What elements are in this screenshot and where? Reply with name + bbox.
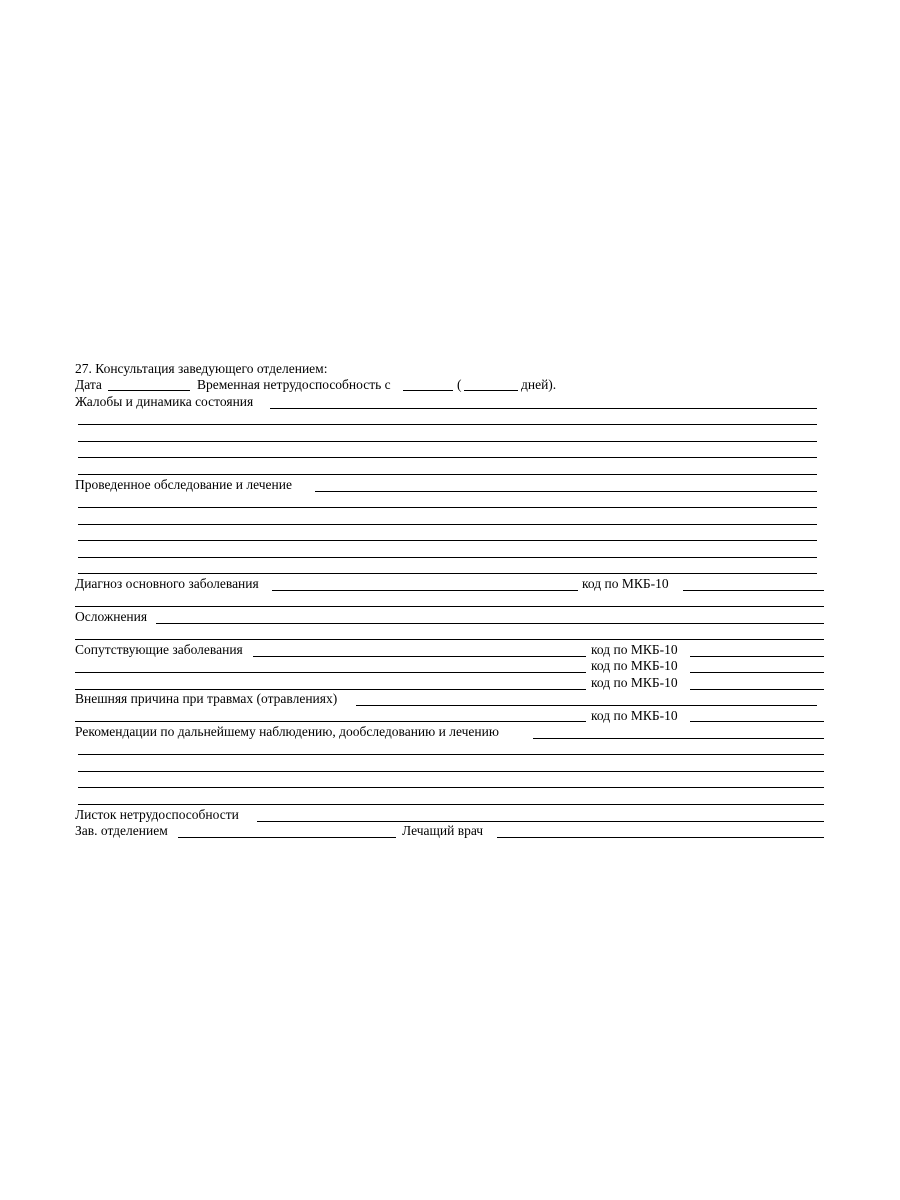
exam-line[interactable] [78, 557, 817, 558]
disability-days-field[interactable] [464, 390, 518, 391]
recommendations-line[interactable] [78, 754, 824, 755]
icd-label: код по МКБ-10 [591, 675, 678, 690]
exam-line[interactable] [78, 507, 817, 508]
complications-field[interactable] [156, 623, 824, 624]
external-cause-icd-field[interactable] [690, 721, 824, 722]
icd-label: код по МКБ-10 [591, 708, 678, 723]
exam-line[interactable] [78, 524, 817, 525]
main-diagnosis-line[interactable] [75, 606, 824, 607]
complications-line[interactable] [75, 639, 824, 640]
comorbid-icd-field[interactable] [690, 672, 824, 673]
comorbid-line[interactable] [75, 689, 586, 690]
complaints-field[interactable] [270, 408, 817, 409]
main-diagnosis-label: Диагноз основного заболевания [75, 576, 259, 591]
section-heading: 27. Консультация заведующего отделением: [75, 361, 328, 376]
main-diagnosis-icd-field[interactable] [683, 590, 824, 591]
external-cause-field[interactable] [356, 705, 817, 706]
complications-label: Осложнения [75, 609, 148, 624]
sick-leave-label: Листок нетрудоспособности [75, 807, 239, 822]
attending-doctor-label: Лечащий врач [402, 823, 484, 838]
icd-label: код по МКБ-10 [582, 576, 669, 591]
days-label: дней). [521, 377, 557, 392]
paren-open: ( [457, 377, 462, 392]
temp-disability-label: Временная нетрудоспособность с [197, 377, 391, 392]
icd-label: код по МКБ-10 [591, 642, 678, 657]
comorbid-field[interactable] [253, 656, 586, 657]
main-diagnosis-field[interactable] [272, 590, 578, 591]
head-of-department-signature[interactable] [178, 837, 396, 838]
date-label: Дата [75, 377, 102, 392]
complaints-line[interactable] [78, 441, 817, 442]
date-field[interactable] [108, 390, 190, 391]
sick-leave-field[interactable] [257, 821, 824, 822]
recommendations-field[interactable] [533, 738, 824, 739]
exam-line[interactable] [78, 573, 817, 574]
comorbid-icd-field[interactable] [690, 689, 824, 690]
exam-field[interactable] [315, 491, 817, 492]
comorbid-line[interactable] [75, 672, 586, 673]
icd-label: код по МКБ-10 [591, 658, 678, 673]
external-cause-line[interactable] [75, 721, 586, 722]
comorbid-icd-field[interactable] [690, 656, 824, 657]
complaints-line[interactable] [78, 424, 817, 425]
complaints-line[interactable] [78, 474, 817, 475]
exam-line[interactable] [78, 540, 817, 541]
attending-doctor-signature[interactable] [497, 837, 824, 838]
comorbid-label: Сопутствующие заболевания [75, 642, 243, 657]
recommendations-line[interactable] [78, 771, 824, 772]
disability-start-field[interactable] [403, 390, 453, 391]
complaints-label: Жалобы и динамика состояния [75, 394, 254, 409]
exam-label: Проведенное обследование и лечение [75, 477, 292, 492]
recommendations-label: Рекомендации по дальнейшему наблюдению, дообследованию и лечению [75, 724, 499, 739]
complaints-line[interactable] [78, 457, 817, 458]
external-cause-label: Внешняя причина при травмах (отравлениях) [75, 691, 338, 706]
head-of-department-label: Зав. отделением [75, 823, 168, 838]
recommendations-line[interactable] [78, 787, 824, 788]
recommendations-line[interactable] [78, 804, 824, 805]
